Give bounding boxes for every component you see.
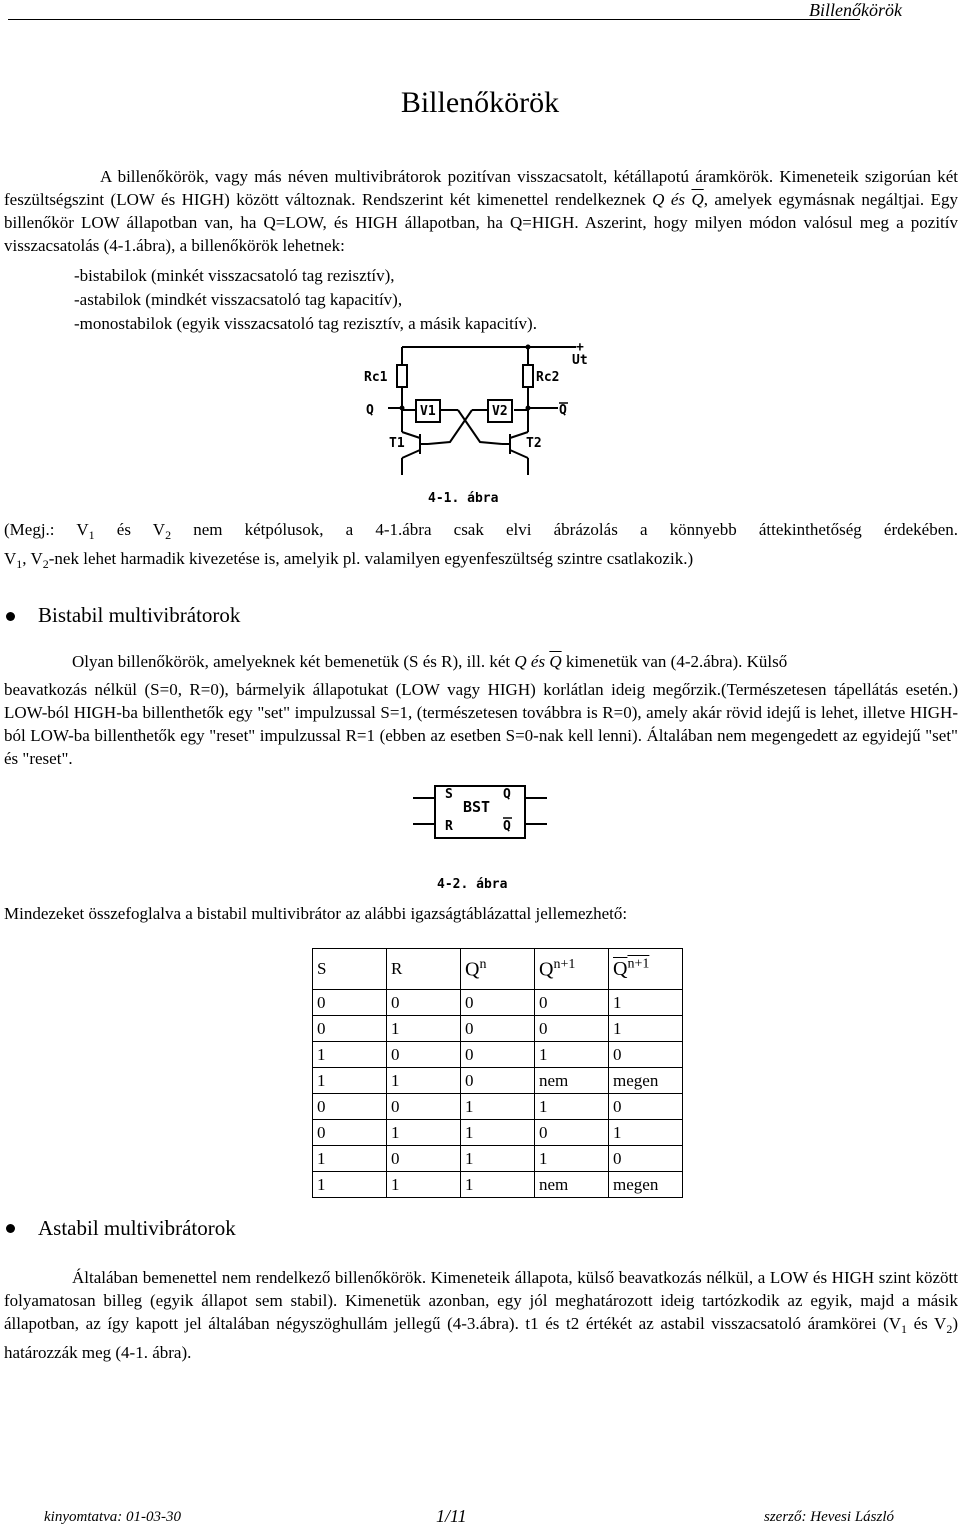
rc2-label: Rc2 xyxy=(536,370,560,385)
q-bar-output-label: Q xyxy=(559,403,567,418)
table-cell: 1 xyxy=(609,990,683,1016)
figure-4-2-caption: 4-2. ábra xyxy=(437,877,508,892)
header-cell: $Q^{n+1}$ xyxy=(535,949,609,990)
figure-4-1-circuit xyxy=(358,340,608,510)
page-title: Billenőkörök xyxy=(400,86,560,119)
list-item-bistabil: -bistabilok (minkét visszacsatoló tag rezisztív), xyxy=(74,266,395,285)
intro-paragraph xyxy=(4,165,958,257)
table-cell: 0 xyxy=(461,1016,535,1042)
section-heading-bistabil: Bistabil multivibrátorok xyxy=(38,603,241,627)
note-text: V xyxy=(4,549,17,568)
table-cell: 0 xyxy=(609,1094,683,1120)
bullet-icon xyxy=(6,1224,15,1233)
t1-label: T1 xyxy=(389,436,405,451)
note-sub: 1 xyxy=(16,557,23,571)
note-sub: 1 xyxy=(88,528,95,542)
table-cell: 0 xyxy=(535,1016,609,1042)
note-sub: 2 xyxy=(165,528,172,542)
figure-4-1-caption: 4-1. ábra xyxy=(428,491,499,506)
table-cell: 1 xyxy=(461,1172,535,1198)
table-row xyxy=(313,1016,683,1042)
table-cell: megen xyxy=(609,1172,683,1198)
header-cell: $Q^{n+1}$ xyxy=(609,949,683,990)
bistabil-text: Olyan billenőkörök, amelyeknek két bemenetük (S és R), ill. két xyxy=(72,652,511,671)
table-cell: 0 xyxy=(461,990,535,1016)
truth-table xyxy=(312,948,683,1198)
table-cell: 1 xyxy=(609,1120,683,1146)
note-sub: 2 xyxy=(42,557,49,571)
footer-page-number: 1/11 xyxy=(436,1506,467,1526)
table-cell: 0 xyxy=(313,1016,387,1042)
note-text: nem kétpólusok, a 4-1.ábra csak elvi ábrázolás a könnyebb áttekinthetőség érdekében. xyxy=(171,520,958,539)
table-cell: 1 xyxy=(387,1016,461,1042)
q-output-label: Q xyxy=(366,403,374,418)
table-cell: 0 xyxy=(387,1042,461,1068)
bistabil-line-1 xyxy=(72,652,787,672)
note-text: és V xyxy=(94,520,166,539)
table-row xyxy=(313,1172,683,1198)
intro-text-1: A billenőkörök, vagy más néven multivibrátorok pozitívan visszacsatolt, kétállapotú áramkörök. Kimeneteik szigorúan két feszültségszint (LOW és HIGH) között változnak. Rendszerint két kimenettel rendelkeznek xyxy=(4,167,958,209)
table-cell: 1 xyxy=(387,1068,461,1094)
q-symbol: Q xyxy=(514,652,527,671)
table-cell: nem xyxy=(535,1068,609,1094)
table-row xyxy=(313,1068,683,1094)
table-row xyxy=(313,990,683,1016)
note-line-2 xyxy=(4,549,693,572)
table-cell: 0 xyxy=(461,1042,535,1068)
table-cell: 0 xyxy=(387,990,461,1016)
table-cell: 1 xyxy=(313,1172,387,1198)
list-item-astabil: -astabilok (mindkét visszacsatoló tag kapacitív), xyxy=(74,290,403,309)
table-cell: 0 xyxy=(535,1120,609,1146)
table-cell: 1 xyxy=(535,1094,609,1120)
table-cell: 0 xyxy=(535,990,609,1016)
table-cell: 0 xyxy=(313,990,387,1016)
table-cell: 1 xyxy=(313,1068,387,1094)
figure-4-2-bst-block xyxy=(405,780,555,895)
table-cell: 0 xyxy=(609,1146,683,1172)
table-row xyxy=(313,1120,683,1146)
astabil-text: értékét az astabil visszacsatoló áramkörei (V xyxy=(585,1314,902,1333)
es-word: és xyxy=(670,190,685,209)
table-header-row xyxy=(313,949,683,990)
table-cell: 0 xyxy=(609,1042,683,1068)
table-cell: nem xyxy=(535,1172,609,1198)
table-cell: 1 xyxy=(535,1042,609,1068)
bst-label: BST xyxy=(463,798,491,816)
header-cell: R xyxy=(387,949,461,990)
section-heading-astabil: Astabil multivibrátorok xyxy=(38,1216,236,1240)
table-cell: 1 xyxy=(461,1094,535,1120)
v2-label: V2 xyxy=(492,404,508,419)
q-bar-output-label: Q xyxy=(503,819,511,834)
table-row xyxy=(313,1094,683,1120)
list-item-monostabil: -monostabilok (egyik visszacsatoló tag rezisztív, a másik kapacitív). xyxy=(74,314,537,333)
q-bar-symbol: $\overline{Q}$ xyxy=(549,652,562,671)
bistabil-text: kimenetük van (4-2.ábra). Külső xyxy=(565,652,788,671)
table-row xyxy=(313,1146,683,1172)
astabil-paragraph xyxy=(4,1266,958,1364)
footer-printed-date: kinyomtatva: 01-03-30 xyxy=(44,1509,182,1525)
table-cell: 1 xyxy=(387,1172,461,1198)
astabil-sub: 2 xyxy=(946,1322,953,1336)
table-body xyxy=(313,990,683,1198)
bullet-icon xyxy=(6,612,15,621)
footer-author: szerző: Hevesi László xyxy=(764,1509,894,1525)
es-word: és xyxy=(530,652,546,671)
table-cell: 0 xyxy=(313,1094,387,1120)
q-output-label: Q xyxy=(503,787,511,802)
table-row xyxy=(313,1042,683,1068)
bistabil-paragraph: beavatkozás nélkül (S=0, R=0), bármelyik állapotukat (LOW vagy HIGH) korlátlan ideig megőrzik.(Természetesen tápellátás esetén.) LOW-ból HIGH-ba billenthetők egy "set" impulzussal S=1, (természetesen továbbra is R=0), amely akár rövid idejű is lehet, illetve HIGH-ból LOW-ba billenthetők egy "reset" impulzussal R=1 (ebben az esetben S=0-nak kell lenni). Általában nem megengedett az egyidejű "set" és "reset". xyxy=(4,680,958,768)
rc1-label: Rc1 xyxy=(364,370,388,385)
running-header xyxy=(0,0,960,24)
astabil-text: és V xyxy=(907,1314,947,1333)
astabil-sub: 1 xyxy=(901,1322,908,1336)
table-cell: 0 xyxy=(387,1146,461,1172)
table-cell: 0 xyxy=(461,1068,535,1094)
r-input-label: R xyxy=(445,819,453,834)
note-text: -nek lehet harmadik kivezetése is, amelyik pl. valamilyen egyenfeszültség szintre csatlakozik.) xyxy=(48,549,694,568)
v1-label: V1 xyxy=(420,404,436,419)
note-text: , V xyxy=(22,549,43,568)
table-cell: 1 xyxy=(387,1120,461,1146)
note-text: (Megj.: V xyxy=(4,520,89,539)
astabil-text: ) határozzák meg (4-1. ábra). xyxy=(4,1314,958,1362)
table-cell: 0 xyxy=(313,1120,387,1146)
table-cell: 1 xyxy=(535,1146,609,1172)
intro-text-2: , amelyek egymásnak negáltjai. Egy billenőkör LOW állapotban van, ha Q=LOW, és HIGH állapotban, ha Q=HIGH. Aszerint, hogy milyen módon valósul meg a pozitív visszacsatolás (4-1.ábra), a billenőkörök lehetnek: xyxy=(4,190,958,255)
t2-label: T2 xyxy=(526,436,542,451)
truth-table-intro: Mindezeket összefoglalva a bistabil multivibrátor az alábbi igazságtáblázattal jellemezhető: xyxy=(4,904,628,923)
table-cell: 1 xyxy=(461,1146,535,1172)
table-cell: 1 xyxy=(313,1146,387,1172)
table-cell: megen xyxy=(609,1068,683,1094)
table-cell: 1 xyxy=(461,1120,535,1146)
table-cell: 1 xyxy=(313,1042,387,1068)
ut-label: Ut xyxy=(572,353,588,368)
q-bar-symbol: $\overline{Q}$ xyxy=(691,190,704,209)
running-title: Billenőkörök xyxy=(809,0,902,20)
note-line-1 xyxy=(4,520,958,543)
s-input-label: S xyxy=(445,787,453,802)
plus-label: + xyxy=(576,340,584,355)
q-symbol: Q xyxy=(652,190,665,209)
header-rule xyxy=(8,19,860,20)
header-cell: $Q^n$ xyxy=(461,949,535,990)
table-cell: 0 xyxy=(387,1094,461,1120)
astabil-text: Általában bemenettel nem rendelkező billenőkörök. Kimeneteik állapota, külső beavatkozás nélkül, a LOW és HIGH szint között folyamatosan billeg (egyik állapot sem stabil). Kimenetük azonban, egy jól meghatározott ideig tartózkodik az egyik, majd a másik állapotban, az így kapott jel általában négyszöghullám jellegű (4-3.ábra). t1 és t2 xyxy=(4,1268,958,1333)
header-cell: S xyxy=(313,949,387,990)
table-cell: 1 xyxy=(609,1016,683,1042)
